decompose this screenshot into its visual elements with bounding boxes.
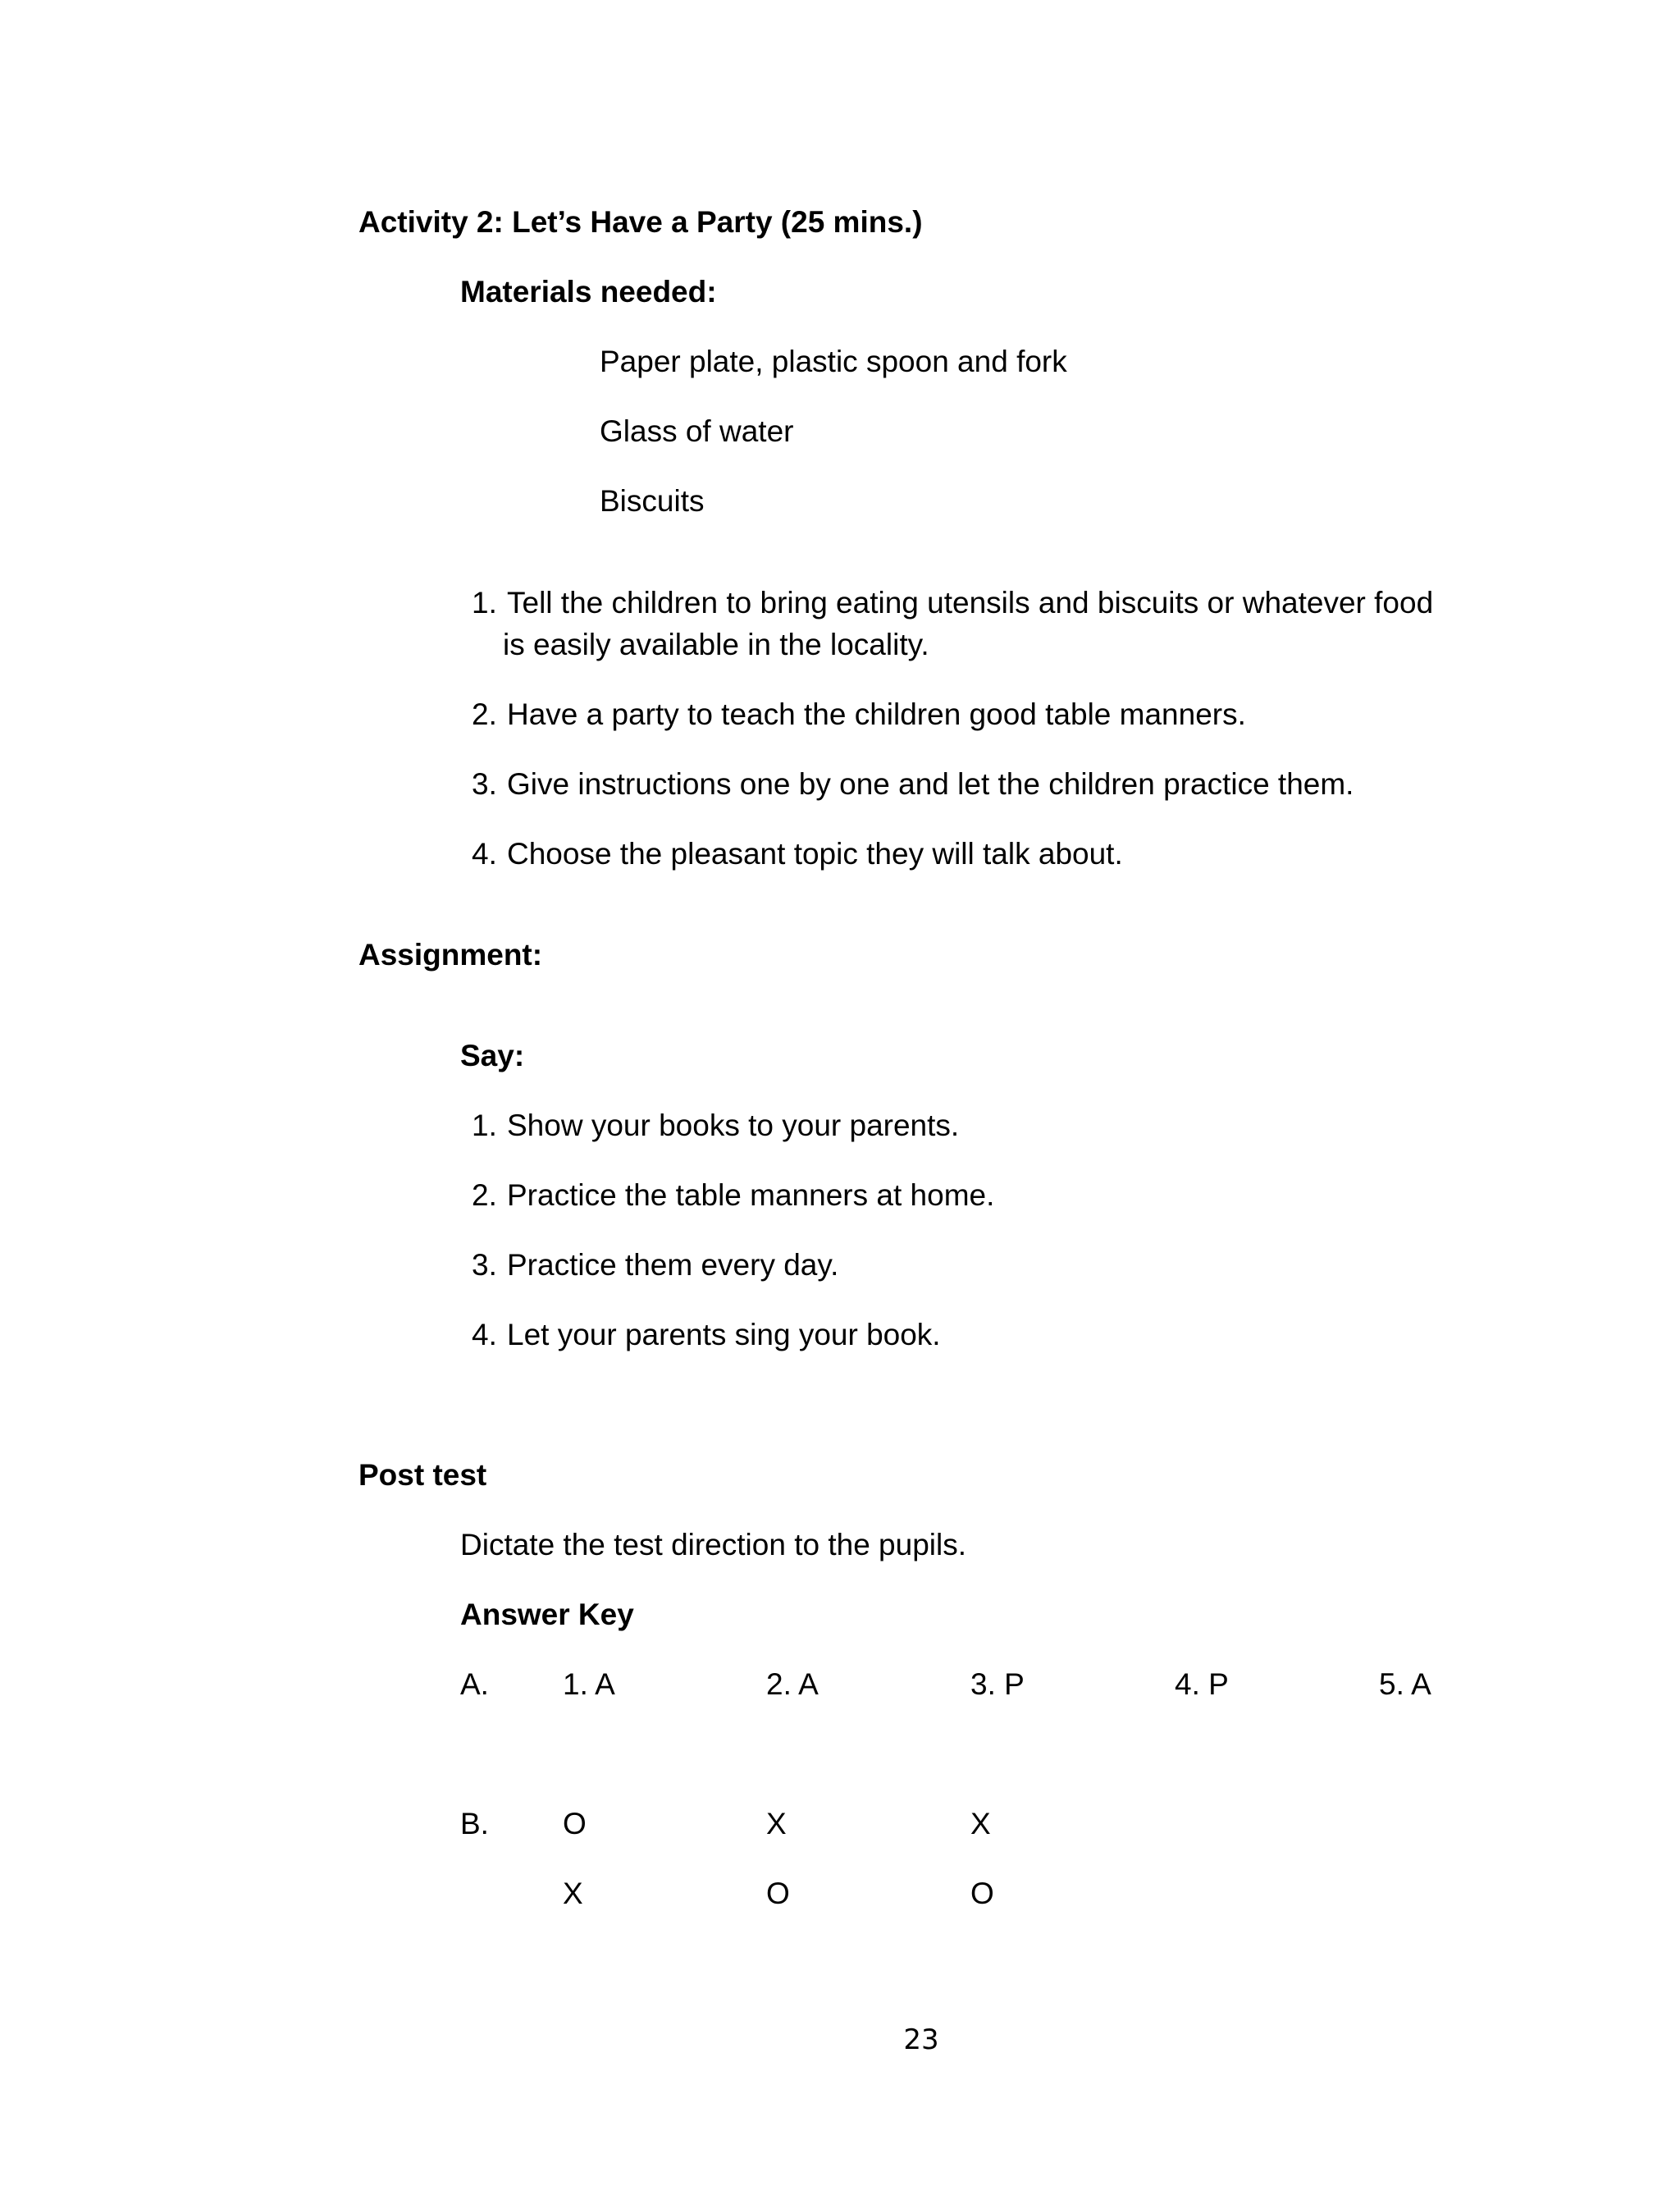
assignment-item-text: Practice the table manners at home. <box>507 1178 995 1212</box>
assignment-item-text: Let your parents sing your book. <box>507 1318 941 1351</box>
part-b-answer: O <box>563 1807 587 1840</box>
part-b-answer: X <box>970 1807 991 1840</box>
activity-step-number: 4. <box>472 837 497 871</box>
material-item: Paper plate, plastic spoon and fork <box>600 345 1067 378</box>
materials-label: Materials needed: <box>460 275 717 309</box>
part-b-answer: O <box>766 1877 790 1910</box>
activity-heading: Activity 2: Let’s Have a Party (25 mins.) <box>358 205 923 239</box>
assignment-item-number: 2. <box>472 1178 497 1212</box>
assignment-heading: Assignment: <box>358 938 543 972</box>
material-item: Glass of water <box>600 414 794 448</box>
part-a-answer: 5. A <box>1379 1667 1431 1701</box>
assignment-item-number: 4. <box>472 1318 497 1351</box>
say-label: Say: <box>460 1039 525 1072</box>
activity-step-text: Have a party to teach the children good table manners. <box>507 697 1246 731</box>
part-b-answer: X <box>766 1807 787 1840</box>
post-test-heading: Post test <box>358 1458 487 1492</box>
assignment-item-text: Practice them every day. <box>507 1248 839 1282</box>
activity-step-number: 3. <box>472 767 497 801</box>
assignment-item-text: Show your books to your parents. <box>507 1109 960 1142</box>
activity-step-text-continued: is easily available in the locality. <box>503 628 929 661</box>
part-a-answer: 3. P <box>970 1667 1025 1701</box>
answer-key-label: Answer Key <box>460 1598 634 1631</box>
activity-step-text: Choose the pleasant topic they will talk about. <box>507 837 1123 871</box>
part-a-answer: 2. A <box>766 1667 819 1701</box>
activity-step-text: Tell the children to bring eating utensils and biscuits or whatever food <box>507 586 1434 620</box>
activity-step-number: 2. <box>472 697 497 731</box>
activity-step-text: Give instructions one by one and let the children practice them. <box>507 767 1354 801</box>
activity-step-number: 1. <box>472 586 497 620</box>
part-b-answer: O <box>970 1877 994 1910</box>
assignment-item-number: 3. <box>472 1248 497 1282</box>
part-b-answer: X <box>563 1877 583 1910</box>
assignment-item-number: 1. <box>472 1109 497 1142</box>
part-a-label: A. <box>460 1667 489 1701</box>
part-a-answer: 1. A <box>563 1667 615 1701</box>
part-a-answer: 4. P <box>1175 1667 1229 1701</box>
part-b-label: B. <box>460 1807 489 1840</box>
post-test-direction: Dictate the test direction to the pupils. <box>460 1528 967 1561</box>
material-item: Biscuits <box>600 484 705 518</box>
page-number: 23 <box>903 2023 939 2056</box>
